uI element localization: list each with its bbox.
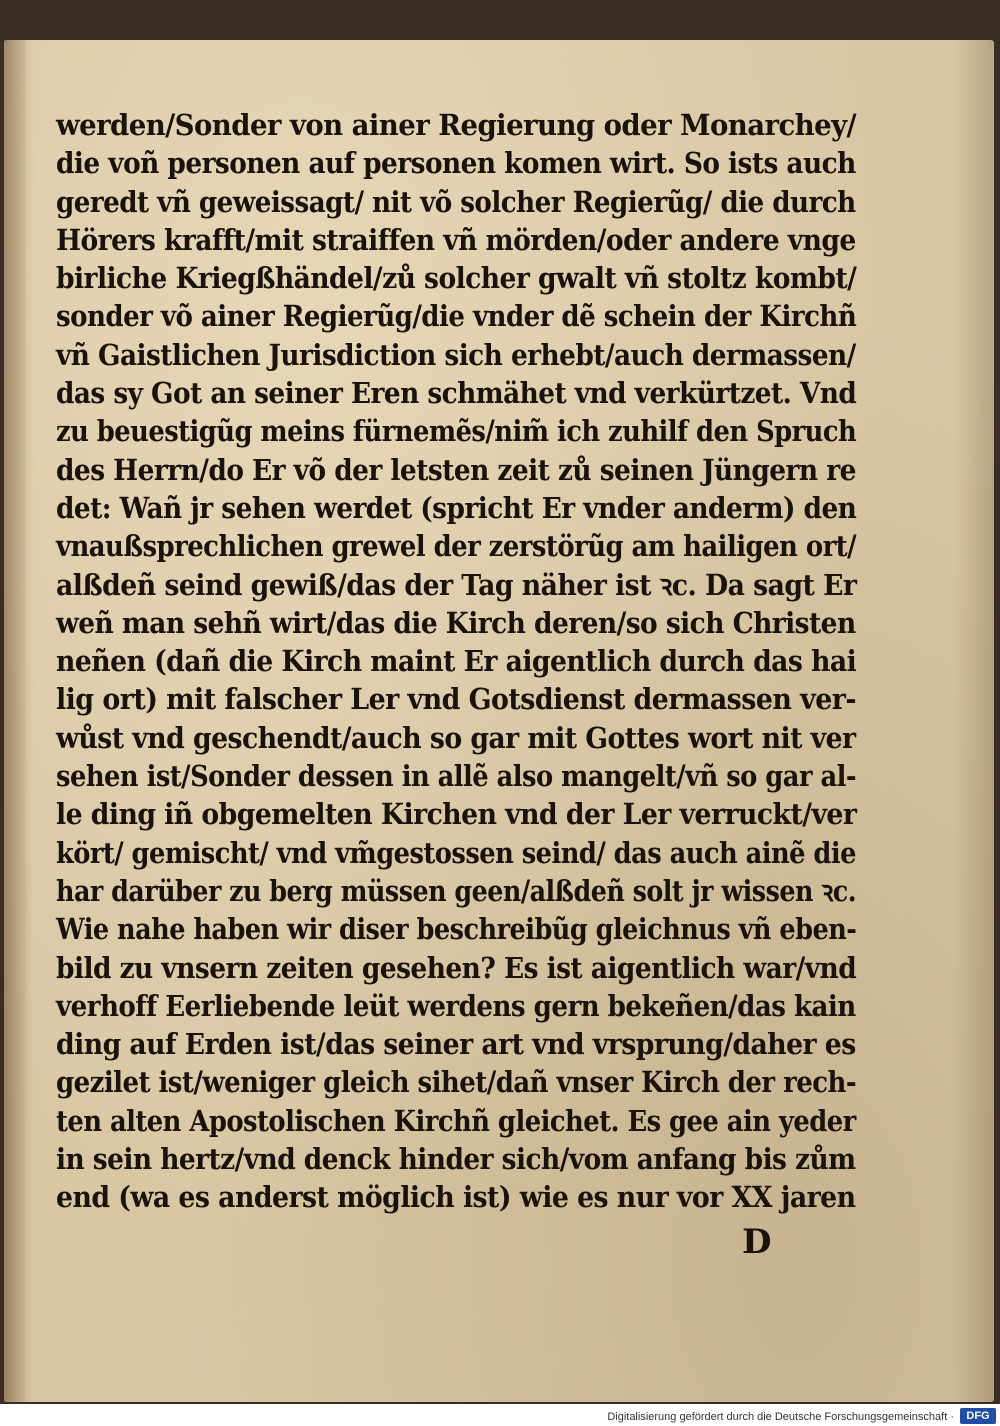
text-line: weñ man sehñ wirt/das die Kirch deren/so sich Christen <box>56 605 856 640</box>
text-line: ding auf Erden ist/das seiner art vnd vrsprung/daher es <box>56 1027 856 1062</box>
text-line: die voñ personen auf personen komen wirt. So ists auch <box>56 146 856 181</box>
color-calibration-strip <box>40 10 800 30</box>
text-line: le ding iñ obgemelten Kirchen vnd der Ler verruckt/ver <box>56 797 857 832</box>
text-line: det: Wañ jr sehen werdet (spricht Er vnder anderm) den <box>56 490 857 525</box>
text-line: vñ Gaistlichen Jurisdiction sich erhebt/auch dermassen/ <box>56 337 856 372</box>
text-line: neñen (dañ die Kirch maint Er aigentlich durch das hai <box>56 644 857 679</box>
dfg-logo: DFG <box>960 1408 996 1424</box>
text-line: des Herrn/do Er võ der letsten zeit zů seinen Jüngern re <box>56 452 856 487</box>
funding-credit: Digitalisierung gefördert durch die Deutsche Forschungsgemeinschaft · <box>607 1411 954 1423</box>
text-line: geredt vñ geweissagt/ nit võ solcher Regierũg/ die durch <box>56 184 856 219</box>
signature-mark: D <box>742 1222 772 1262</box>
text-line: bild zu vnsern zeiten gesehen? Es ist aigentlich war/vnd <box>56 950 857 985</box>
text-line: Hörers krafft/mit straiffen vñ mörden/oder andere vnge <box>56 222 856 257</box>
text-line: ten alten Apostolischen Kirchñ gleichet. Es gee ain yeder <box>56 1103 856 1138</box>
text-line: birliche Kriegßhändel/zů solcher gwalt vñ stoltz kombt/ <box>56 261 857 296</box>
text-line: vnaußsprechlichen grewel der zerstörũg am hailigen ort/ <box>56 529 857 564</box>
text-line: lig ort) mit falscher Ler vnd Gotsdienst dermassen ver‑ <box>56 682 857 717</box>
text-line: har darüber zu berg müssen geen/alßdeñ solt jr wissen ꝛc. <box>56 873 857 908</box>
text-line: zu beuestigũg meins fürnemẽs/nim̃ ich zuhilf den Spruch <box>56 414 857 449</box>
book-page <box>4 40 994 1402</box>
text-line: alßdeñ seind gewiß/das der Tag näher ist ꝛc. Da sagt Er <box>56 567 857 602</box>
page-gutter-shadow <box>4 40 26 1402</box>
text-line: sehen ist/Sonder dessen in allẽ also mangelt/vñ so gar al‑ <box>56 759 857 794</box>
body-text <box>56 106 866 1217</box>
text-line: wůst vnd geschendt/auch so gar mit Gottes wort nit ver <box>56 720 856 755</box>
text-line: werden/Sonder von ainer Regierung oder Monarchey/ <box>56 108 857 142</box>
text-line: kört/ gemischt/ vnd vm̃gestossen seind/ das auch ainẽ die <box>56 835 856 870</box>
footer-bar <box>0 1404 1000 1426</box>
text-line: sonder võ ainer Regierũg/die vnder dẽ schein der Kirchñ <box>56 299 857 334</box>
text-line: end (wa es anderst möglich ist) wie es nur vor XX jaren <box>56 1180 856 1215</box>
text-line: Wie nahe haben wir diser beschreibũg gleichnus vñ eben‑ <box>56 912 857 947</box>
text-line: gezilet ist/weniger gleich sihet/dañ vnser Kirch der rech‑ <box>56 1065 857 1100</box>
text-line: verhoff Eerliebende leüt werdens gern bekeñen/das kain <box>56 988 856 1023</box>
text-line: das sy Got an seiner Eren schmähet vnd verkürtzet. Vnd <box>56 376 857 411</box>
text-line: in sein hertz/vnd denck hinder sich/vom anfang bis zům <box>56 1142 856 1177</box>
